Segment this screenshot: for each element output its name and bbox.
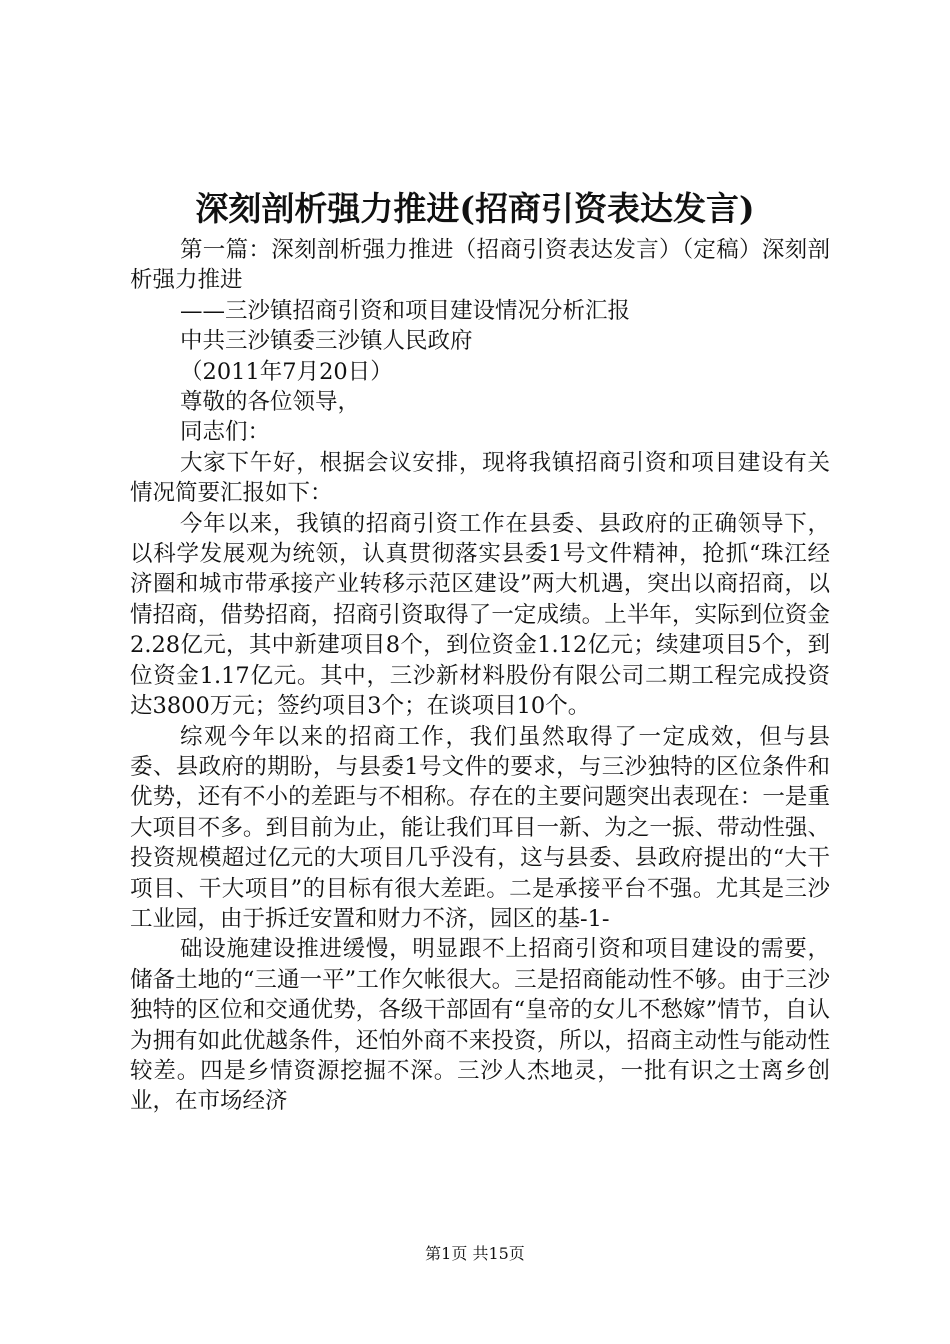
paragraph-subtitle: ——三沙镇招商引资和项目建设情况分析汇报 xyxy=(180,297,631,324)
paragraph-salutation-2: 同志们： xyxy=(180,419,271,446)
document-body xyxy=(130,235,830,1117)
paragraph-date: （2011年7月20日） xyxy=(180,358,393,385)
paragraph-issuer: 中共三沙镇委三沙镇人民政府 xyxy=(180,328,473,355)
paragraph-heading: 第一篇：深刻剖析强力推进（招商引资表达发言）（定稿）深刻剖析强力推进 xyxy=(130,237,830,294)
page-number-footer: 第1页 共15页 xyxy=(425,1244,525,1263)
document-title: 深刻剖析强力推进(招商引资表达发言) xyxy=(195,189,755,228)
paragraph-intro: 大家下午好，根据会议安排，现将我镇招商引资和项目建设有关情况简要汇报如下： xyxy=(130,449,830,507)
paragraph-problems: 综观今年以来的招商工作，我们虽然取得了一定成效，但与县委、县政府的期盼，与县委1号文件的要求，与三沙独特的区位条件和优势，还有不小的差距与不相称。存在的主要问题突出表现在：一是重大项目不多。到目前为止，能让我们耳目一新、为之一振、带动性强、投资规模超过亿元的大项目几乎没有，这与县委、县政府提出的“大干项目、干大项目”的目标有很大差距。二是承接平台不强。尤其是三沙工业园，由于拆迁安置和财力不济，园区的基-1- xyxy=(130,723,830,932)
paragraph-salutation: 尊敬的各位领导， xyxy=(180,389,361,416)
paragraph-problems-continued: 础设施建设推进缓慢，明显跟不上招商引资和项目建设的需要，储备土地的“三通一平”工作欠帐很大。三是招商能动性不够。由于三沙独特的区位和交通优势，各级干部固有“皇帝的女儿不愁嫁”情节，自认为拥有如此优越条件，还怕外商不来投资，所以，招商主动性与能动性较差。四是乡情资源挖掘不深。三沙人杰地灵，一批有识之士离乡创业，在市场经济 xyxy=(130,936,830,1115)
paragraph-achievements: 今年以来，我镇的招商引资工作在县委、县政府的正确领导下，以科学发展观为统领，认真贯彻落实县委1号文件精神，抢抓“珠江经济圈和城市带承接产业转移示范区建设”两大机遇，突出以商招商，以情招商，借势招商，招商引资取得了一定成绩。上半年，实际到位资金2.28亿元，其中新建项目8个，到位资金1.12亿元；续建项目5个，到位资金1.17亿元。其中，三沙新材料股份有限公司二期工程完成投资达3800万元；签约项目3个；在谈项目10个。 xyxy=(130,510,830,720)
